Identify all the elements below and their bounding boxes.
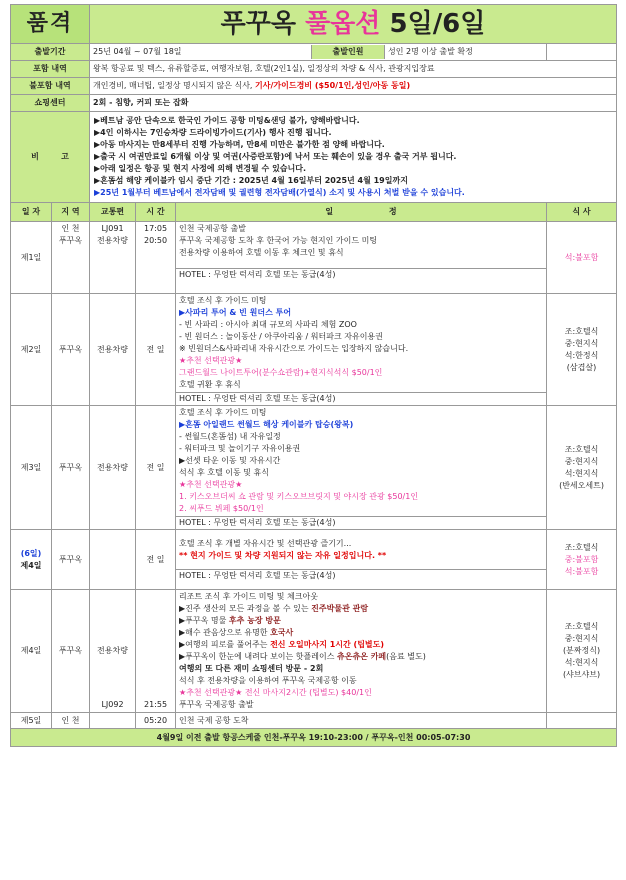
col-meal: 식 사 (547, 203, 617, 222)
col-time: 시 간 (136, 203, 176, 222)
day2-schedule: 호텔 조식 후 가이드 미팅 ▶사파리 투어 & 빈 원더스 투어 - 빈 사파리 : 아시아 최대 규모의 사파리 체험 ZOO - 빈 원더스 : 놀이동산 / 아쿠아리움 / 워터파크 자유이용권 ※ 빈원더스&사파리내 자유시간으로 가이드는 입장하지 않습니다. ★추천 선택관광★ 그랜드월드 나이트투어(분수쇼관람)+현지식석식 $50/1인 호텔 귀환 후 휴식 HOTEL : 무엉탄 럭셔리 호텔 또는 동급(4성) (176, 294, 547, 406)
day-label: 제4일 (11, 590, 52, 713)
note-line: ▶아래 일정은 항공 및 현지 사정에 의해 변경될 수 있습니다. (94, 164, 307, 173)
day1-schedule: 인천 국제공항 출발 푸꾸옥 국제공항 도착 후 한국어 가능 현지인 가이드 미팅 전용차량 이용하여 호텔 이동 후 체크인 및 휴식 HOTEL : 무엉탄 럭셔리 호텔 또는 동급(4성) (176, 222, 547, 294)
included-label: 포함 내역 (11, 61, 90, 78)
day4-free-row: (6일) 제4일 푸꾸옥 전 일 호텔 조식 후 개별 자유시간 및 선택관광 즐기기... ** 현지 가이드 및 차량 지원되지 않는 자유 일정입니다. ** HOTEL : 무엉탄 럭셔리 호텔 또는 동급(4성) 조:호텔식 중:불포함 석:불포함 (11, 530, 617, 590)
day1-row: 제1일 인 천 푸꾸옥 LJ091 전용차량 17:05 20:50 인천 국제공항 출발 푸꾸옥 국제공항 도착 후 한국어 가능 현지인 가이드 미팅 전용차량 이용하여 호텔 이동 후 체크인 및 휴식 HOTEL : 무엉탄 럭셔리 호텔 또는 동급(4성) 석:불포함 (11, 222, 617, 294)
day4-row: 제4일 푸꾸옥 전용차량 LJ092 21:55 리조트 조식 후 가이드 미팅 및 체크아웃 ▶진주 생산의 모든 과정을 볼 수 있는 진주박물관 관람 ▶푸꾸옥 명물 후추 농장 방문 ▶해수 관음상으로 유명한 호국사 ▶여행의 피로를 풀어주는 전신 오일마사지 1시간 (팁별도) ▶푸꾸옥이 한눈에 내려다 보이는 핫플레이스 츄온츄온 카페(음료 별도) 여행의 또 다른 재미 쇼핑센터 방문 - 2회 석식 후 전용차량을 이용하여 푸꾸옥 국제공항 이동 ★추천 선택관광★ 전신 마사지2시간 (팁별도) $40/1인 푸꾸옥 국제공항 출발 조:호텔식 중:현지식 (분짜정식) 석:현지식 (샤브샤브) (11, 590, 617, 713)
day-label: 제3일 (11, 406, 52, 530)
meal-cell: 석:불포함 (547, 222, 617, 294)
shopping-label: 쇼핑센터 (11, 95, 90, 112)
note-line: ▶출국 시 여권만료일 6개월 이상 및 여권(사증란포함)에 낙서 또는 훼손이 있을 경우 출국 거부 됩니다. (94, 152, 457, 161)
day3-row: 제3일 푸꾸옥 전용차량 전 일 호텔 조식 후 가이드 미팅 ▶혼똠 아일랜드 썬월드 해상 케이블카 탑승(왕복) - 썬월드(혼똠섬) 내 자유일정 - 워터파크 및 놀이기구 자유이용권 ▶선셋 타운 이동 및 자유시간 석식 후 호텔 이동 및 휴식 ★추천 선택관광★ 1. 키스오브더씨 쇼 관람 및 키스오브브릿지 및 야시장 관광 $50/1인 2. 씨푸드 뷔페 $50/1인 HOTEL : 무엉탄 럭셔리 호텔 또는 동급(4성) 조:호텔식 중:현지식 석:현지식 (반세오세트) (11, 406, 617, 530)
col-day: 일 자 (11, 203, 52, 222)
meal-cell: 조:호텔식 중:현지식 (분짜정식) 석:현지식 (샤브샤브) (547, 590, 617, 713)
hotel-line: HOTEL : 무엉탄 럭셔리 호텔 또는 동급(4성) (176, 516, 546, 529)
meal-cell: 조:호텔식 중:불포함 석:불포함 (547, 530, 617, 590)
col-transport: 교통편 (90, 203, 136, 222)
excluded-value: 개인경비, 매너팁, 일정상 명시되지 않은 식사, 기사/가이드경비 ($50/1인,성인/아동 동일) (90, 78, 617, 95)
day4-free-schedule: 호텔 조식 후 개별 자유시간 및 선택관광 즐기기... ** 현지 가이드 및 차량 지원되지 않는 자유 일정입니다. ** HOTEL : 무엉탄 럭셔리 호텔 또는 동급(4성) (176, 530, 547, 590)
itinerary-page (10, 4, 616, 747)
period-value: 25년 04월 ~ 07월 18일 (93, 47, 182, 56)
title-option: 풀옵션 (305, 9, 381, 39)
note-line-ecigarette: ▶25년 1월부터 베트남에서 전자담배 및 궐련형 전자담배(가열식) 소지 및 사용시 처벌 받을 수 있습니다. (94, 188, 465, 197)
col-region: 지 역 (52, 203, 90, 222)
hotel-line: HOTEL : 무엉탄 럭셔리 호텔 또는 동급(4성) (176, 392, 546, 405)
meal-cell: 조:호텔식 중:현지식 석:현지식 (반세오세트) (547, 406, 617, 530)
note-line: ▶4인 이하시는 7인승차량 드라이빙가이드(기사) 행사 진행 됩니다. (94, 128, 332, 137)
included-value: 왕복 항공료 및 텍스, 유류할증료, 여행자보험, 호텔(2인1실), 일정상의 차량 & 식사, 관광지입장료 (90, 61, 617, 78)
footer-flight-schedule: 4월9일 이전 출발 항공스케줄 인천-푸꾸옥 19:10-23:00 / 푸꾸옥-인천 00:05-07:30 (11, 729, 617, 747)
grade-badge: 품격 (11, 5, 90, 44)
hotel-line: HOTEL : 무엉탄 럭셔리 호텔 또는 동급(4성) (176, 569, 546, 582)
day3-schedule: 호텔 조식 후 가이드 미팅 ▶혼똠 아일랜드 썬월드 해상 케이블카 탑승(왕복) - 썬월드(혼똠섬) 내 자유일정 - 워터파크 및 놀이기구 자유이용권 ▶선셋 타운 이동 및 자유시간 석식 후 호텔 이동 및 휴식 ★추천 선택관광★ 1. 키스오브더씨 쇼 관람 및 키스오브브릿지 및 야시장 관광 $50/1인 2. 씨푸드 뷔페 $50/1인 HOTEL : 무엉탄 럭셔리 호텔 또는 동급(4성) (176, 406, 547, 530)
schedule-header-row (11, 203, 617, 222)
excluded-label: 불포함 내역 (11, 78, 90, 95)
title-duration: 5일/6일 (389, 9, 486, 39)
title-destination: 푸꾸옥 (220, 9, 296, 39)
day-label: 제2일 (11, 294, 52, 406)
people-value: 성인 2명 이상 출발 확정 (388, 47, 473, 56)
note-line: ▶혼똠섬 해양 케이블카 임시 중단 기간 : 2025년 4월 16일부터 2025년 4월 19일까지 (94, 176, 408, 185)
day4-schedule: 리조트 조식 후 가이드 미팅 및 체크아웃 ▶진주 생산의 모든 과정을 볼 수 있는 진주박물관 관람 ▶푸꾸옥 명물 후추 농장 방문 ▶해수 관음상으로 유명한 호국사 ▶여행의 피로를 풀어주는 전신 오일마사지 1시간 (팁별도) ▶푸꾸옥이 한눈에 내려다 보이는 핫플레이스 츄온츄온 카페(음료 별도) 여행의 또 다른 재미 쇼핑센터 방문 - 2회 석식 후 전용차량을 이용하여 푸꾸옥 국제공항 이동 ★추천 선택관광★ 전신 마사지2시간 (팁별도) $40/1인 푸꾸옥 국제공항 출발 (176, 590, 547, 713)
page-title (90, 5, 617, 44)
guide-fee-note: 기사/가이드경비 ($50/1인,성인/아동 동일) (255, 81, 411, 90)
day2-row: 제2일 푸꾸옥 전용차량 전 일 호텔 조식 후 가이드 미팅 ▶사파리 투어 & 빈 원더스 투어 - 빈 사파리 : 아시아 최대 규모의 사파리 체험 ZOO - 빈 원더스 : 놀이동산 / 아쿠아리움 / 워터파크 자유이용권 ※ 빈원더스&사파리내 자유시간으로 가이드는 입장하지 않습니다. ★추천 선택관광★ 그랜드월드 나이트투어(분수쇼관람)+현지식석식 $50/1인 호텔 귀환 후 휴식 HOTEL : 무엉탄 럭셔리 호텔 또는 동급(4성) 조:호텔식 중:현지식 석:한정식 (삼겹살) (11, 294, 617, 406)
period-label: 출발기간 (11, 44, 90, 61)
notes-label: 비 고 (11, 112, 90, 203)
day-label: 제4일 (20, 560, 42, 570)
note-line: ▶아동 마사지는 만8세부터 진행 가능하며, 만8세 미만은 불가한 점 양해 바랍니다. (94, 140, 385, 149)
itinerary-table (10, 4, 617, 747)
notes-block (90, 112, 617, 203)
meal-cell: 조:호텔식 중:현지식 석:한정식 (삼겹살) (547, 294, 617, 406)
day-label: 제5일 (11, 713, 52, 729)
day-label: 제1일 (11, 222, 52, 294)
shopping-value: 2회 - 침향, 커피 또는 잡화 (90, 95, 617, 112)
day5-row: 제5일 인 천 05:20 인천 국제 공항 도착 (11, 713, 617, 729)
col-schedule: 일 정 (176, 203, 547, 222)
note-line: ▶베트남 공안 단속으로 한국인 가이드 공항 미팅&샌딩 불가, 양해바랍니다. (94, 116, 360, 125)
hotel-line: HOTEL : 무엉탄 럭셔리 호텔 또는 동급(4성) (176, 268, 546, 281)
people-label: 출발인원 (312, 45, 385, 59)
